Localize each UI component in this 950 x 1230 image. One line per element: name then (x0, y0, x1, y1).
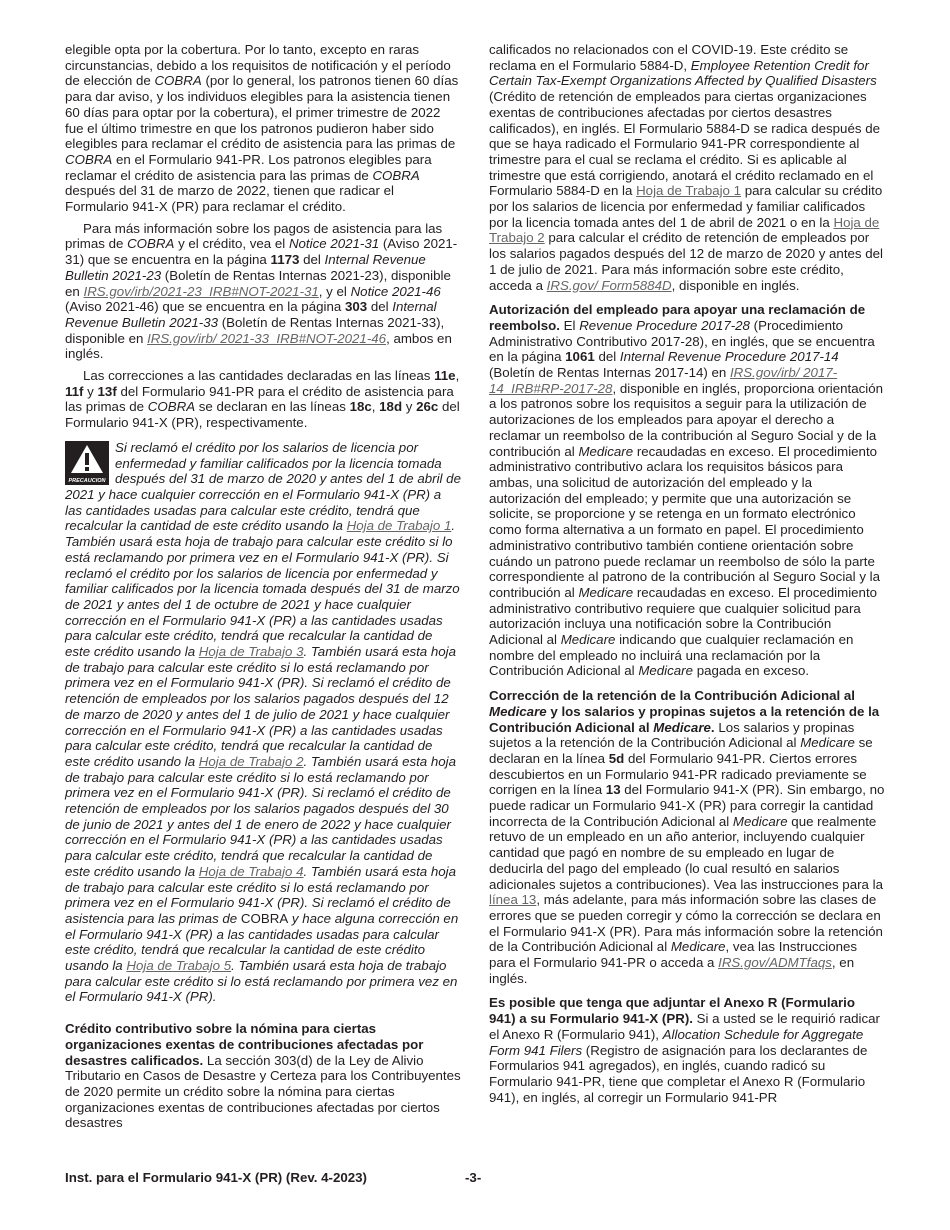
footer-title: Inst. para el Formulario 941-X (PR) (Rev. 4-2023) (65, 1170, 367, 1185)
paragraph-schedule-r: Es posible que tenga que adjuntar el Anexo R (Formulario 941) a su Formulario 941-X (PR). Si a usted se le requirió radicar el Anexo R (Formulario 941), Allocation Schedule for Aggregate Form 941 Filers (Registro de asignación para los declarantes de Formularios 941 agregados), en inglés, cuando radicó su Formulario 941-PR, tiene que completar el Anexo R (Formulario 941), en inglés, al corregir un Formulario 941-PR (489, 995, 880, 1105)
link-linea-13[interactable]: línea 13 (489, 892, 537, 908)
link-hoja-trabajo-1-right[interactable]: Hoja de Trabajo 1 (636, 183, 742, 199)
link-irb-2021-33[interactable]: IRS.gov/irb/ 2021-33_IRB#NOT-2021-46 (147, 330, 387, 346)
paragraph-disaster-credit: Crédito contributivo sobre la nómina para ciertas organizaciones exentas de contribuciones afectadas por desastres calificados. La sección 303(d) de la Ley de Alivio Tributario en Casos de Desastre y Certeza para los Contribuyentes de 2020 permite un crédito sobre la nómina para ciertas organizaciones exentas de contribuciones afectadas por ciertos desastres (65, 1021, 461, 1131)
link-hoja-trabajo-2-right[interactable]: Hoja de Trabajo 2 (489, 214, 880, 246)
page-number: -3- (465, 1170, 482, 1185)
paragraph-form-5884d: calificados no relacionados con el COVID-19. Este crédito se reclama en el Formulario 5884-D, Employee Retention Credit for Certain Tax-Exempt Organizations Affected by Qualified Disasters (Crédito de retención de empleados para ciertas organizaciones exentas de contribuciones afectadas por ciertos desastres calificados), en inglés. El Formulario 5884-D se radica después de que se haya radicado el Formulario 941-PR correspondiente al trimestre para el cual se reclama el crédito. Si es aplicable al trimestre que está corrigiendo, anotará el crédito reclamado en el Formulario 5884-D en la Hoja de Trabajo 1 para calcular su crédito por los salarios de licencia por enfermedad y familiar calificados por la licencia tomada antes del 1 de abril de 2021 o en la Hoja de Trabajo 2 para calcular el crédito de retención de empleados por los salarios pagados después del 12 de marzo de 2020 y antes del 1 de julio de 2021. Para más información sobre este crédito, acceda a IRS.gov/ Form5884D, disponible en inglés. (489, 42, 883, 293)
left-column (65, 42, 461, 1131)
link-hoja-trabajo-2[interactable]: Hoja de Trabajo 2 (198, 753, 304, 769)
caution-text: Si reclamó el crédito por los salarios de licencia por enfermedad y familiar calificados por la licencia tomada después del 31 de marzo de 2020 y antes del 1 de abril de 2021 y hace cualquier corrección en el Formulario 941-X (PR) a las cantidades usadas para calcular este crédito, tendrá que recalcular la cantidad de este crédito usando la Hoja de Trabajo 1. También usará esta hoja de trabajo para calcular este crédito si lo está reclamando por primera vez en el Formulario 941-X (PR). Si reclamó el crédito por los salarios de licencia por enfermedad y familiar calificados por la licencia tomada después del 31 de marzo de 2021 y antes del 1 de octubre de 2021 y hace cualquier corrección en el Formulario 941-X (PR) a las cantidades usadas para calcular este crédito, tendrá que recalcular la cantidad de este crédito usando la Hoja de Trabajo 3. También usará esta hoja de trabajo para calcular este crédito si lo está reclamando por primera vez en el Formulario 941-X (PR). Si reclamó el crédito de retención de empleados por los salarios pagados después del 12 de marzo de 2020 y antes del 1 de julio de 2021 y hace cualquier corrección en el Formulario 941-X (PR) a las cantidades usadas para calcular este crédito, tendrá que recalcular la cantidad de este crédito usando la Hoja de Trabajo 2. También usará esta hoja de trabajo para calcular este crédito si lo está reclamando por primera vez en el Formulario 941-X (PR). Si reclamó el crédito de retención de empleados por los salarios pagados después del 30 de junio de 2021 y antes del 1 de enero de 2022 y hace cualquier corrección en el Formulario 941-X (PR) a las cantidades usadas para calcular este crédito, tendrá que recalcular la cantidad de este crédito usando la Hoja de Trabajo 4. También usará esta hoja de trabajo para calcular este crédito si lo está reclamando por primera vez en el Formulario 941-X (PR). Si reclamó el crédito de asistencia para las primas de COBRA y hace alguna corrección en el Formulario 941-X (PR) a las cantidades usadas para calcular este crédito, tendrá que recalcular la cantidad de este crédito usando la Hoja de Trabajo 5. También usará esta hoja de trabajo para calcular este crédito si lo está reclamando por primera vez en el Formulario 941-X (PR). (65, 439, 461, 1005)
caution-note (65, 440, 461, 1005)
caution-icon (65, 441, 109, 485)
paragraph-additional-medicare: Corrección de la retención de la Contribución Adicional al Medicare y los salarios y propinas sujetos a la retención de la Contribución Adicional al Medicare. Los salarios y propinas sujetos a la retención de la Contribución Adicional al Medicare se declaran en la línea 5d del Formulario 941-PR. Ciertos errores descubiertos en un Formulario 941-PR radicado previamente se corrigen en la línea 13 del Formulario 941-X (PR). Sin embargo, no puede radicar un Formulario 941-X (PR) para corregir la cantidad incorrecta de la Contribución Adicional al Medicare que realmente retuvo de un empleado en un año anterior, incluyendo cualquier cantidad que pagó en nombre de su empleado en lugar de deducirla del pago del empleado (lo cual resultó en salarios adicionales sujetos a contribuciones). Vea las instrucciones para la línea 13, más adelante, para más información sobre las clases de errores que se pueden corregir y cómo la corrección se declara en el Formulario 941-X (PR). Para más información sobre la retención de la Contribución Adicional al Medicare, vea las Instrucciones para el Formulario 941-PR o acceda a IRS.gov/ADMTfaqs, en inglés. (489, 688, 885, 986)
heading-disaster-credit: Crédito contributivo sobre la nómina para ciertas organizaciones exentas de contribuciones afectadas por desastres calificados. (65, 1021, 424, 1068)
right-column (489, 42, 885, 1105)
paragraph-cobra-info: Para más información sobre los pagos de asistencia para las primas de COBRA y el crédito, vea el Notice 2021-31 (Aviso 2021-31) que se encuentra en la página 1173 del Internal Revenue Bulletin 2021-23 (Boletín de Rentas Internas 2021-23), disponible en IRS.gov/irb/2021-23_IRB#NOT-2021-31, y el Notice 2021-46 (Aviso 2021-46) que se encuentra en la página 303 del Internal Revenue Bulletin 2021-33 (Boletín de Rentas Internas 2021-33), disponible en IRS.gov/irb/ 2021-33_IRB#NOT-2021-46, ambos en inglés. (65, 220, 458, 362)
heading-schedule-r: Es posible que tenga que adjuntar el Anexo R (Formulario 941) a su Formulario 941-X (PR). (489, 995, 855, 1027)
caution-label: PRECAUCION (68, 477, 106, 484)
paragraph-corrections-lines: Las correcciones a las cantidades declaradas en las líneas 11e, 11f y 13f del Formulario 941-PR para el crédito de asistencia para las primas de COBRA se declaran en las líneas 18c, 18d y 26c del Formulario 941-X (PR), respectivamente. (65, 368, 460, 431)
link-irb-2017-14[interactable]: IRS.gov/irb/ 2017-14_IRB#RP-2017-28 (489, 365, 838, 396)
link-hoja-trabajo-1[interactable]: Hoja de Trabajo 1 (346, 518, 452, 534)
link-hoja-trabajo-3[interactable]: Hoja de Trabajo 3 (198, 644, 304, 660)
link-irb-2021-23[interactable]: IRS.gov/irb/2021-23_IRB#NOT-2021-31 (83, 283, 319, 299)
link-form5884d[interactable]: IRS.gov/ Form5884D (546, 277, 672, 293)
paragraph-employee-authorization: Autorización del empleado para apoyar una reclamación de reembolso. El Revenue Procedure 2017-28 (Procedimiento Administrativo Contributivo 2017-28), en inglés, que se encuentra en la página 1061 del Internal Revenue Procedure 2017-14 (Boletín de Rentas Internas 2017-14) en IRS.gov/irb/ 2017-14_IRB#RP-2017-28, disponible en inglés, proporciona orientación a los patronos sobre los requisitos a seguir para la utilización de autorizaciones de los empleados para apoyar el derecho a reclamar un reembolso de la contribución al Seguro Social y de la contribución al Medicare recaudadas en exceso. El procedimiento administrativo contributivo aclara los requisitos básicos para ambas, una solicitud de autorización del empleado y la autorización del empleado; y permite que una autorización se solicite, se proporcione y se retenga en un formato electrónico como forma alternativa a un formato en papel. El procedimiento administrativo contributivo también contiene orientación sobre cuándo un patrono puede reclamar un reembolso de sólo la parte correspondiente al patrono de la contribución al Seguro Social y la contribución al Medicare recaudadas en exceso. El procedimiento administrativo contributivo requiere que cualquier solicitud para autorización incluya una notificación sobre la Contribución Adicional al Medicare indicando que cualquier reclamación en nombre del empleado no incluirá una reclamación por la Contribución Adicional al Medicare pagada en exceso. (489, 302, 884, 679)
heading-additional-medicare: Corrección de la retención de la Contribución Adicional al Medicare y los salarios y propinas sujetos a la retención de la Contribución Adicional al Medicare. (489, 688, 880, 735)
heading-employee-authorization: Autorización del empleado para apoyar una reclamación de reembolso. (489, 302, 866, 333)
link-hoja-trabajo-4[interactable]: Hoja de Trabajo 4 (198, 863, 304, 879)
link-admtfaqs[interactable]: IRS.gov/ADMTfaqs (718, 955, 832, 971)
paragraph-cobra-period: elegible opta por la cobertura. Por lo tanto, excepto en raras circunstancias, debido a los requisitos de notificación y el período de elección de COBRA (por lo general, los patronos tienen 60 días para dar aviso, y los individuos elegibles para la asistencia tienen 60 días para optar por la cobertura), el primer trimestre de 2022 fue el último trimestre en que los patronos pudieron haber sido elegibles para reclamar el crédito de asistencia para las primas de COBRA en el Formulario 941-PR. Los patronos elegibles para reclamar el crédito de asistencia para las primas de COBRA después del 31 de marzo de 2022, tienen que radicar el Formulario 941-X (PR) para reclamar el crédito. (65, 42, 459, 215)
link-hoja-trabajo-5[interactable]: Hoja de Trabajo 5 (126, 958, 232, 974)
